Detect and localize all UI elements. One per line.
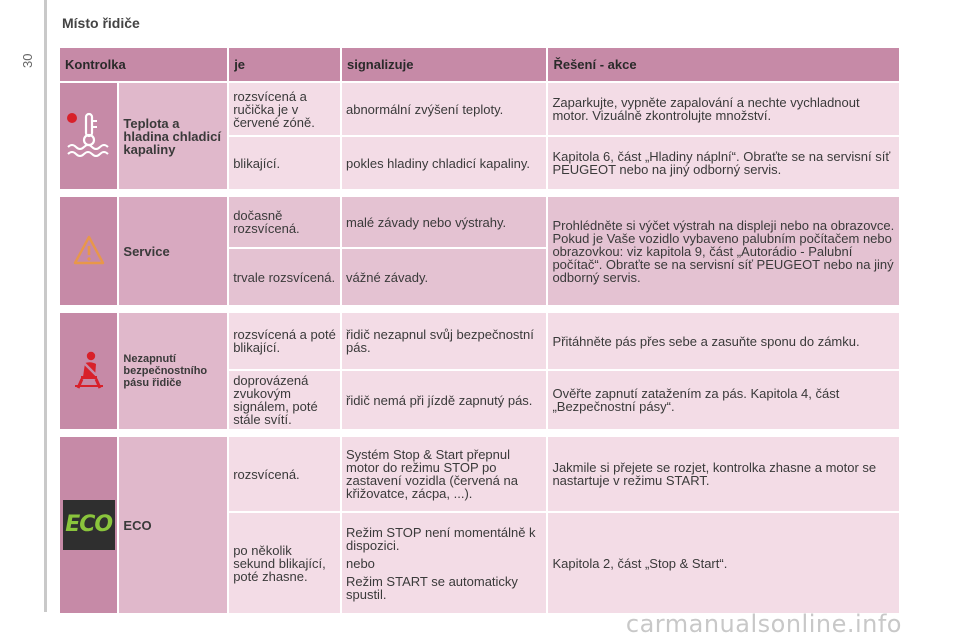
- table-row: [60, 313, 899, 369]
- coolant-meaning-2: pokles hladiny chladicí kapaliny.: [342, 137, 546, 189]
- eco-meaning-1: Systém Stop & Start přepnul motor do režimu STOP po zastavení vozidla (červená na křižovatce, zácpa, ...).: [342, 437, 546, 511]
- seatbelt-meaning-1: řidič nezapnul svůj bezpečnostní pás.: [342, 313, 546, 369]
- table-header: [60, 48, 899, 81]
- seatbelt-icon-cell: [60, 313, 117, 429]
- eco-state-1: rozsvícená.: [229, 437, 340, 511]
- eco-icon: ECO: [63, 500, 115, 550]
- table-row: [60, 197, 899, 247]
- eco-meaning-2-line-1: Režim STOP není momentálně k dispozici.: [345, 524, 536, 553]
- table-row: [60, 437, 899, 511]
- eco-meaning-2-line-2: nebo: [345, 555, 375, 571]
- eco-state-2: po několik sekund blikající, poté zhasne.: [229, 513, 340, 613]
- watermark: carmanualsonline.info: [625, 610, 902, 638]
- seatbelt-action-2: Ověřte zapnutí zatažením za pás. Kapitola 4, část „Bezpečnostní pásy“.: [548, 371, 899, 429]
- coolant-state-1: rozsvícená a ručička je v červené zóně.: [229, 83, 340, 135]
- eco-action-1: Jakmile si přejete se rozjet, kontrolka zhasne a motor se nastartuje v režimu START.: [548, 437, 899, 511]
- warning-triangle-icon: [72, 234, 106, 266]
- coolant-icon-cell: [60, 83, 117, 189]
- page-edge-bar: [44, 0, 47, 612]
- seatbelt-icon: [71, 350, 107, 390]
- seatbelt-state-1: rozsvícená a poté blikající.: [229, 313, 340, 369]
- service-icon-cell: [60, 197, 117, 305]
- header-reseni: Řešení - akce: [548, 48, 899, 81]
- service-name: Service: [119, 197, 227, 305]
- table-row: [60, 83, 899, 135]
- service-meaning-2: vážné závady.: [342, 249, 546, 305]
- seatbelt-action-1: Přitáhněte pás přes sebe a zasuňte sponu do zámku.: [548, 313, 899, 369]
- eco-icon-cell: [60, 437, 117, 613]
- seatbelt-state-2: doprovázená zvukovým signálem, poté stále svítí.: [229, 371, 340, 429]
- header-kontrolka: Kontrolka: [60, 48, 227, 81]
- eco-meaning-2-line-3: Režim START se automaticky spustil.: [345, 573, 518, 602]
- seatbelt-name: Nezapnutí bezpečnostního pásu řidiče: [119, 313, 227, 429]
- header-je: je: [229, 48, 340, 81]
- coolant-action-1: Zaparkujte, vypněte zapalování a nechte vychladnout motor. Vizuálně zkontrolujte množství.: [548, 83, 899, 135]
- service-state-2: trvale rozsvícená.: [229, 249, 340, 305]
- coolant-temperature-icon: [66, 110, 112, 160]
- eco-action-2: Kapitola 2, část „Stop & Start“.: [548, 513, 899, 613]
- service-action: Prohlédněte si výčet výstrah na displeji nebo na obrazovce. Pokud je Vaše vozidlo vybaveno palubním počítačem nebo obrazovkou: viz kapitola 9, část „Autorádio - Palubní počítač“. Obraťte se na servisní síť PEUGEOT nebo na jiný odborný servis.: [548, 197, 899, 305]
- seatbelt-meaning-2: řidič nemá při jízdě zapnutý pás.: [342, 371, 546, 429]
- eco-name: ECO: [119, 437, 227, 613]
- page-number: 30: [20, 53, 35, 68]
- eco-meaning-2: [342, 513, 546, 613]
- service-state-1: dočasně rozsvícená.: [229, 197, 340, 247]
- warning-lights-table: [58, 46, 901, 615]
- coolant-state-2: blikající.: [229, 137, 340, 189]
- coolant-action-2: Kapitola 6, část „Hladiny náplní“. Obraťte se na servisní síť PEUGEOT nebo na jiný odborný servis.: [548, 137, 899, 189]
- section-title: Místo řidiče: [62, 15, 140, 31]
- coolant-name: Teplota a hladina chladicí kapaliny: [119, 83, 227, 189]
- header-signalizuje: signalizuje: [342, 48, 546, 81]
- service-meaning-1: malé závady nebo výstrahy.: [342, 197, 546, 247]
- coolant-meaning-1: abnormální zvýšení teploty.: [342, 83, 546, 135]
